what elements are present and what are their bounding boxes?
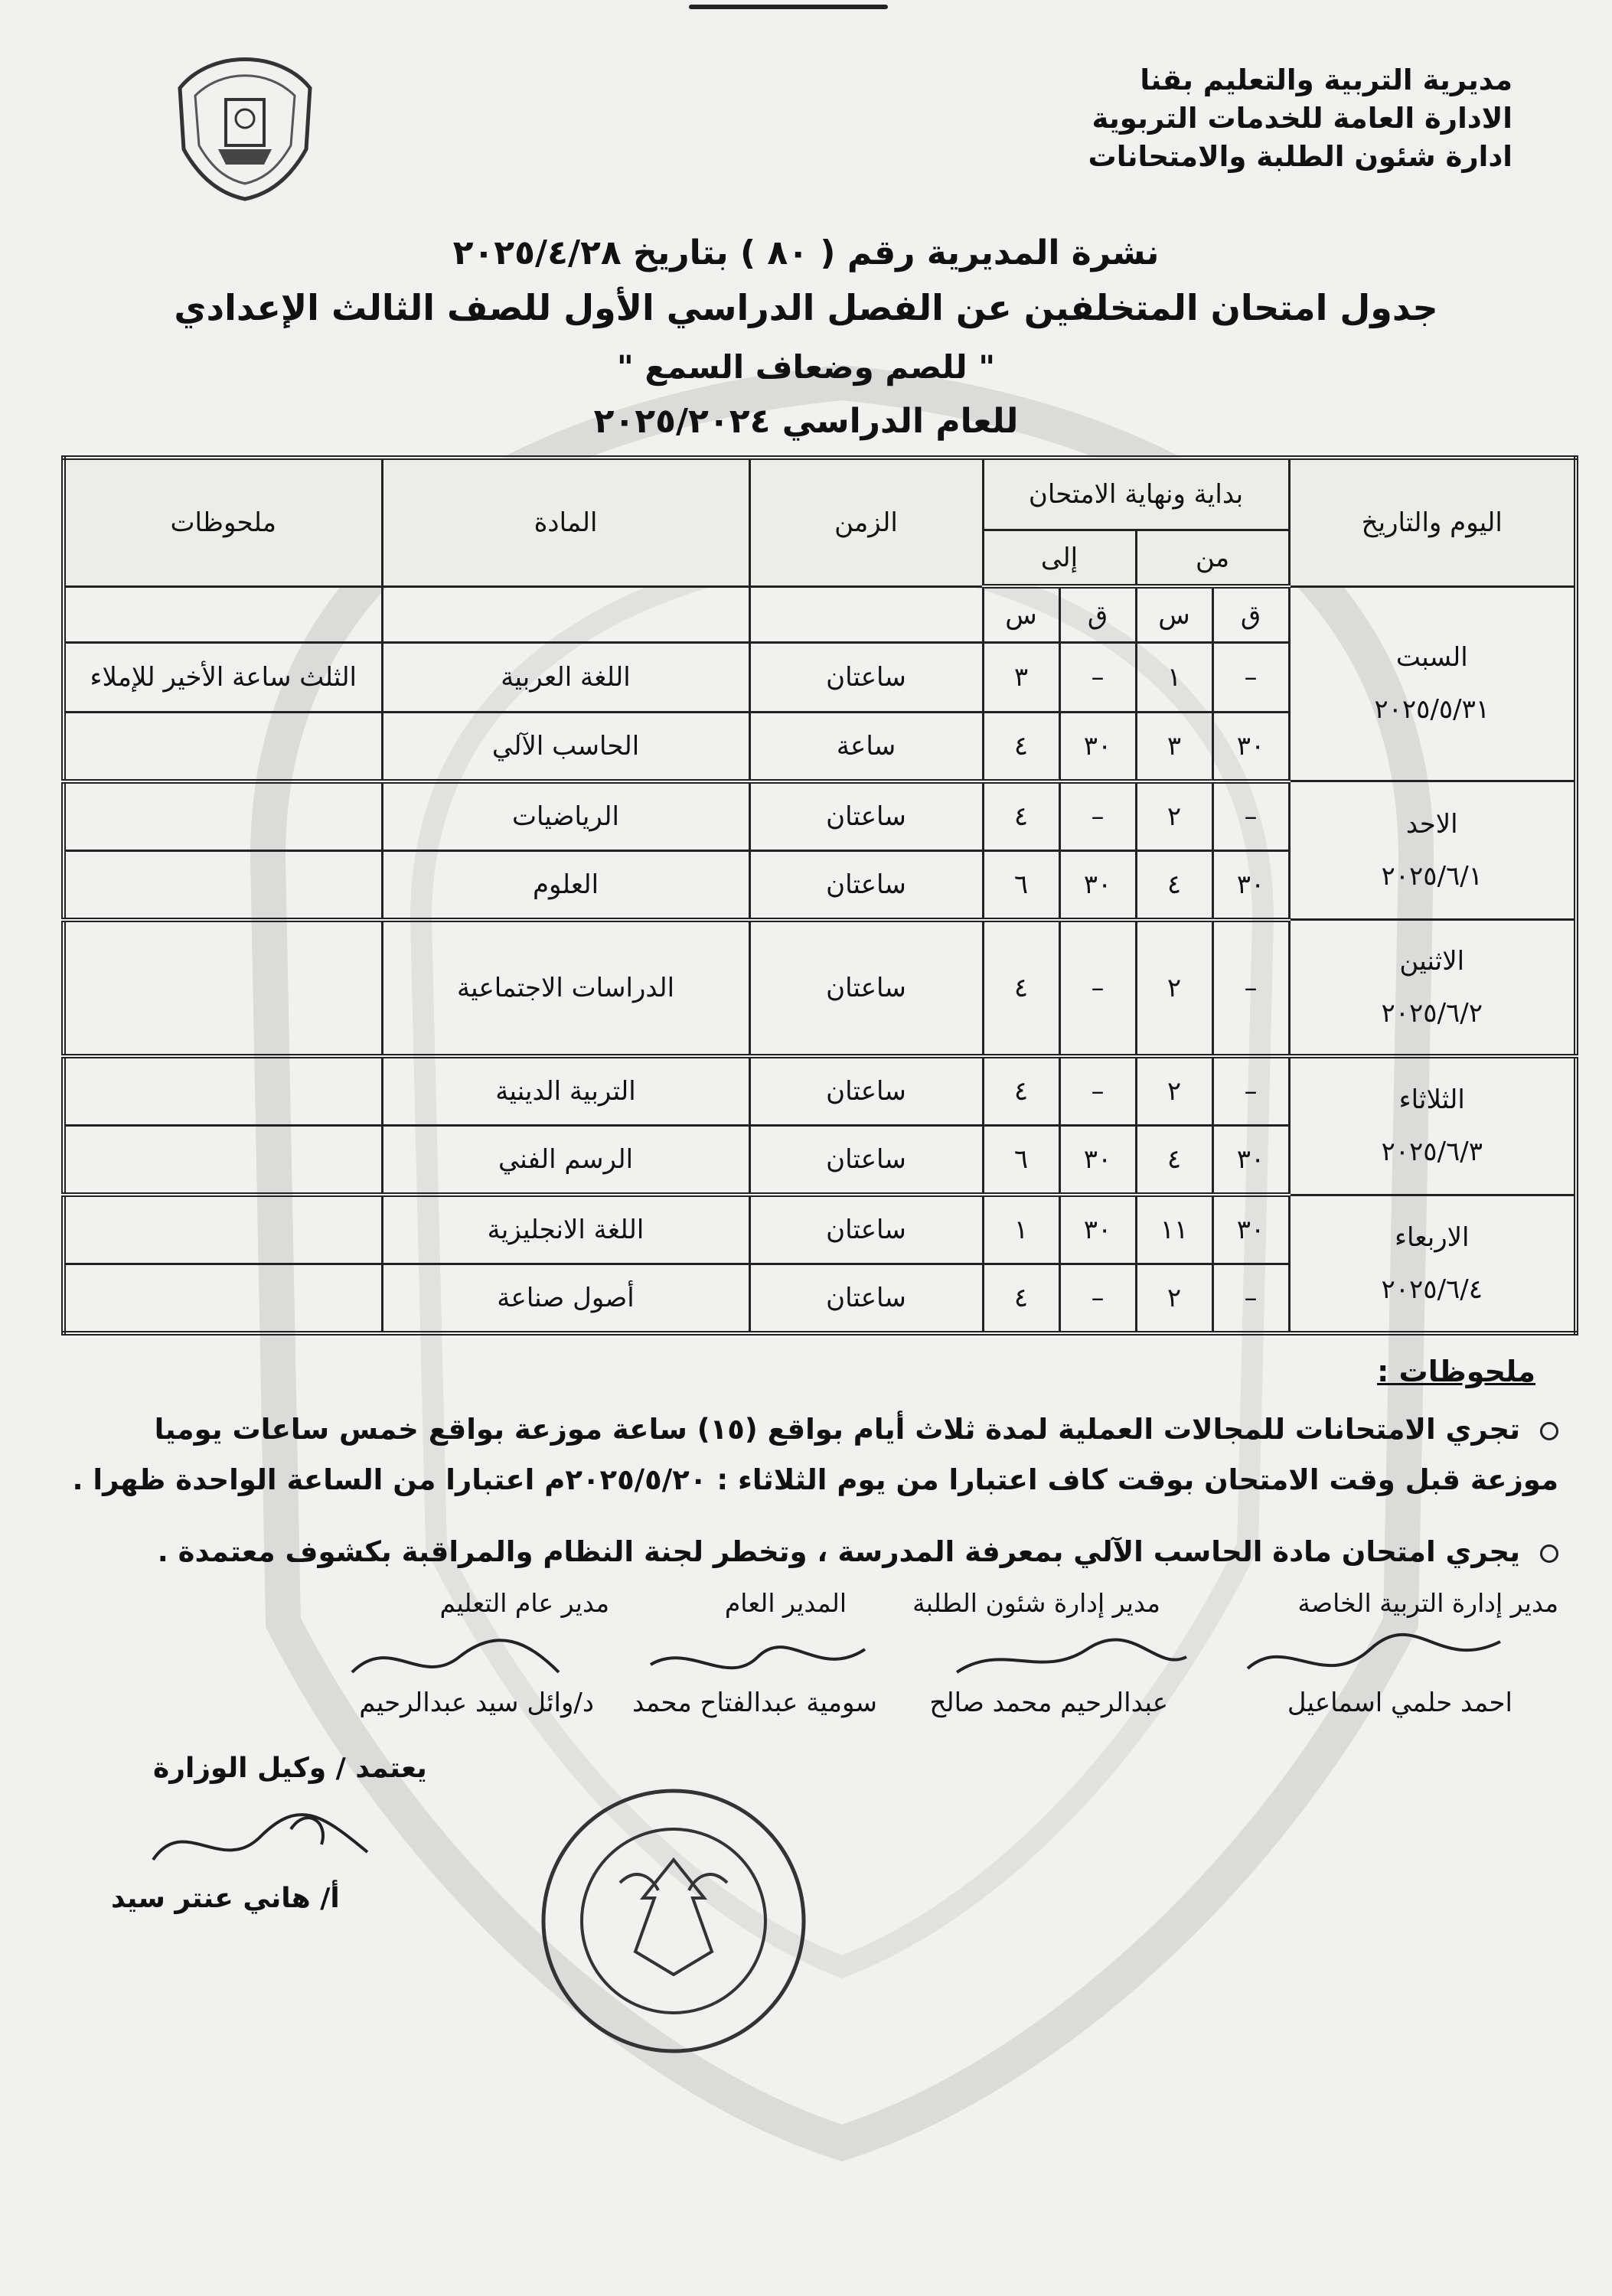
header-notes: ملحوظات bbox=[64, 458, 382, 586]
header-line-3: ادارة شئون الطلبة والامتحانات bbox=[1088, 140, 1512, 173]
blank-cell bbox=[64, 586, 382, 643]
unit-minute: ق bbox=[1212, 586, 1289, 643]
duration: ساعتان bbox=[749, 1264, 983, 1333]
note-item bbox=[58, 1527, 1558, 1577]
notes-heading: ملحوظات : bbox=[1377, 1355, 1535, 1388]
day-cell bbox=[1289, 586, 1576, 781]
duration: ساعة bbox=[749, 712, 983, 781]
header-line-1: مديرية التربية والتعليم بقنا bbox=[1140, 64, 1512, 96]
document-title: جدول امتحان المتخلفين عن الفصل الدراسي الأول للصف الثالث الإعدادي bbox=[174, 287, 1438, 328]
subject: العلوم bbox=[382, 850, 749, 919]
from-hour: ٣ bbox=[1136, 712, 1212, 781]
day-date: ٢٠٢٥/٦/٢ bbox=[1381, 998, 1483, 1029]
approver-name: أ/ هاني عنتر سيد bbox=[111, 1883, 340, 1914]
day-name: الاثنين bbox=[1399, 946, 1465, 977]
top-rule bbox=[689, 5, 888, 9]
approver-signature bbox=[138, 1799, 390, 1883]
from-hour: ١١ bbox=[1136, 1195, 1212, 1264]
day-date: ٢٠٢٥/٦/١ bbox=[1381, 861, 1483, 892]
day-name: الاحد bbox=[1405, 809, 1458, 840]
unit-hour: س bbox=[983, 586, 1059, 643]
bullet-icon bbox=[1540, 1544, 1558, 1563]
to-minute: ٣٠ bbox=[1059, 1195, 1136, 1264]
table-row bbox=[64, 1056, 1576, 1125]
bullet-icon bbox=[1540, 1422, 1558, 1440]
from-minute: – bbox=[1212, 781, 1289, 850]
signer-title: مدير عام التعليم bbox=[439, 1588, 609, 1618]
note bbox=[64, 712, 382, 781]
from-minute: ٣٠ bbox=[1212, 1126, 1289, 1195]
from-minute: ٣٠ bbox=[1212, 1195, 1289, 1264]
bulletin-number: نشرة المديرية رقم ( ٨٠ ) بتاريخ ٢٠٢٥/٤/٢٨ bbox=[452, 233, 1160, 272]
signer-name: احمد حلمي اسماعيل bbox=[1287, 1688, 1512, 1718]
approval-label: يعتمد / وكيل الوزارة bbox=[153, 1753, 427, 1784]
duration: ساعتان bbox=[749, 1126, 983, 1195]
signer-title: المدير العام bbox=[724, 1588, 847, 1618]
official-seal-icon bbox=[528, 1776, 819, 2066]
from-hour: ٤ bbox=[1136, 1126, 1212, 1195]
day-cell bbox=[1289, 1195, 1576, 1333]
subject: الدراسات الاجتماعية bbox=[382, 920, 749, 1057]
day-name: السبت bbox=[1395, 642, 1468, 673]
note bbox=[64, 920, 382, 1057]
target-group: " للصم وضعاف السمع " bbox=[616, 348, 996, 386]
subject: أصول صناعة bbox=[382, 1264, 749, 1333]
from-minute: – bbox=[1212, 1056, 1289, 1125]
note bbox=[64, 781, 382, 850]
note bbox=[64, 1126, 382, 1195]
from-minute: ٣٠ bbox=[1212, 712, 1289, 781]
note bbox=[64, 1195, 382, 1264]
duration: ساعتان bbox=[749, 643, 983, 712]
from-hour: ٢ bbox=[1136, 920, 1212, 1057]
from-hour: ٢ bbox=[1136, 1056, 1212, 1125]
to-hour: ٣ bbox=[983, 643, 1059, 712]
header-line-2: الادارة العامة للخدمات التربوية bbox=[1092, 102, 1512, 135]
table-row bbox=[64, 1195, 1576, 1264]
duration: ساعتان bbox=[749, 1195, 983, 1264]
unit-minute: ق bbox=[1059, 586, 1136, 643]
duration: ساعتان bbox=[749, 1056, 983, 1125]
day-cell bbox=[1289, 920, 1576, 1057]
day-date: ٢٠٢٥/٦/٤ bbox=[1381, 1274, 1483, 1305]
to-minute: ٣٠ bbox=[1059, 850, 1136, 919]
header-start-end: بداية ونهاية الامتحان bbox=[983, 458, 1289, 530]
day-name: الثلاثاء bbox=[1398, 1084, 1465, 1116]
header-day-date: اليوم والتاريخ bbox=[1289, 458, 1576, 586]
to-minute: ٣٠ bbox=[1059, 1126, 1136, 1195]
header-duration: الزمن bbox=[749, 458, 983, 586]
exam-schedule-table bbox=[61, 455, 1578, 1336]
from-hour: ٢ bbox=[1136, 781, 1212, 850]
note bbox=[64, 850, 382, 919]
to-minute: – bbox=[1059, 1264, 1136, 1333]
note bbox=[64, 1056, 382, 1125]
header-from: من bbox=[1136, 530, 1289, 587]
to-minute: – bbox=[1059, 920, 1136, 1057]
duration: ساعتان bbox=[749, 920, 983, 1057]
to-hour: ٦ bbox=[983, 850, 1059, 919]
signer-name: سومية عبدالفتاح محمد bbox=[632, 1688, 877, 1718]
handwritten-signatures bbox=[329, 1626, 1523, 1695]
from-minute: – bbox=[1212, 1264, 1289, 1333]
header-subject: المادة bbox=[382, 458, 749, 586]
to-hour: ١ bbox=[983, 1195, 1059, 1264]
from-hour: ٢ bbox=[1136, 1264, 1212, 1333]
from-minute: ٣٠ bbox=[1212, 850, 1289, 919]
unit-hour: س bbox=[1136, 586, 1212, 643]
to-hour: ٤ bbox=[983, 1264, 1059, 1333]
day-cell bbox=[1289, 781, 1576, 920]
to-minute: – bbox=[1059, 1056, 1136, 1125]
subject: التربية الدينية bbox=[382, 1056, 749, 1125]
subject: الرياضيات bbox=[382, 781, 749, 850]
signer-title: مدير إدارة شئون الطلبة bbox=[912, 1588, 1160, 1618]
duration: ساعتان bbox=[749, 850, 983, 919]
duration: ساعتان bbox=[749, 781, 983, 850]
to-hour: ٤ bbox=[983, 920, 1059, 1057]
table-row bbox=[64, 781, 1576, 850]
from-hour: ٤ bbox=[1136, 850, 1212, 919]
to-minute: – bbox=[1059, 781, 1136, 850]
blank-cell bbox=[749, 586, 983, 643]
ministry-logo-icon bbox=[165, 42, 325, 203]
subject: الحاسب الآلي bbox=[382, 712, 749, 781]
day-date: ٢٠٢٥/٥/٣١ bbox=[1374, 694, 1490, 726]
subject: اللغة الانجليزية bbox=[382, 1195, 749, 1264]
academic-year: للعام الدراسي ٢٠٢٥/٢٠٢٤ bbox=[593, 402, 1019, 441]
day-date: ٢٠٢٥/٦/٣ bbox=[1381, 1137, 1483, 1168]
blank-cell bbox=[382, 586, 749, 643]
day-cell bbox=[1289, 1056, 1576, 1195]
note-text: يجري امتحان مادة الحاسب الآلي بمعرفة المدرسة ، وتخطر لجنة النظام والمراقبة بكشوف معتمدة . bbox=[157, 1535, 1520, 1568]
note-text: تجري الامتحانات للمجالات العملية لمدة ثلاث أيام بواقع (١٥) ساعة موزعة بواقع خمس ساعات يوميا موزعة قبل وقت الامتحان بوقت كاف اعتبارا من يوم الثلاثاء : ٢٠٢٥/٥/٢٠م اعتبارا من الساعة الواحدة ظهرا . bbox=[72, 1413, 1558, 1496]
note-item bbox=[58, 1404, 1558, 1505]
to-minute: ٣٠ bbox=[1059, 712, 1136, 781]
signature-names bbox=[58, 1688, 1558, 1733]
signer-name: د/وائل سيد عبدالرحيم bbox=[359, 1688, 594, 1718]
to-hour: ٦ bbox=[983, 1126, 1059, 1195]
day-name: الاربعاء bbox=[1395, 1221, 1470, 1253]
to-minute: – bbox=[1059, 643, 1136, 712]
to-hour: ٤ bbox=[983, 781, 1059, 850]
subject: اللغة العربية bbox=[382, 643, 749, 712]
from-hour: ١ bbox=[1136, 643, 1212, 712]
to-hour: ٤ bbox=[983, 712, 1059, 781]
to-hour: ٤ bbox=[983, 1056, 1059, 1125]
from-minute: – bbox=[1212, 643, 1289, 712]
ministry-header bbox=[1053, 61, 1512, 176]
from-minute: – bbox=[1212, 920, 1289, 1057]
header-to: إلى bbox=[983, 530, 1136, 587]
note: الثلث ساعة الأخير للإملاء bbox=[64, 643, 382, 712]
table-row bbox=[64, 920, 1576, 1057]
signer-title: مدير إدارة التربية الخاصة bbox=[1297, 1588, 1558, 1618]
signer-name: عبدالرحيم محمد صالح bbox=[929, 1688, 1168, 1718]
subject: الرسم الفني bbox=[382, 1126, 749, 1195]
note bbox=[64, 1264, 382, 1333]
